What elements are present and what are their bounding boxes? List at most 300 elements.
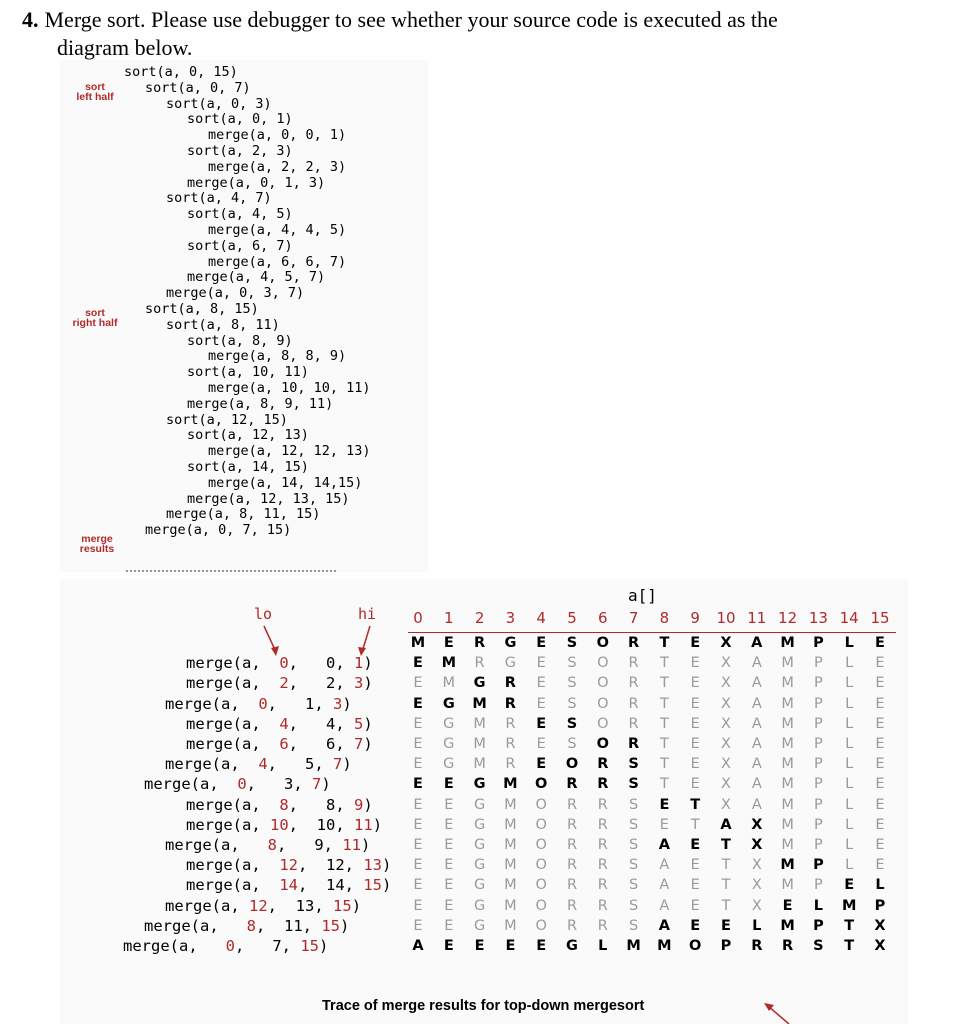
array-cell: T [721,857,731,874]
array-cell: O [596,736,609,752]
array-cell: P [814,675,823,692]
array-cell: A [720,816,732,833]
array-cell: L [845,796,854,813]
array-cell: G [473,877,486,894]
call-line: merge(a, 0, 1, 3) [187,174,326,191]
array-cell: E [413,695,423,712]
array-cell: P [874,897,886,914]
call-line: sort(a, 8, 15) [145,301,259,317]
array-cell: M [504,917,517,934]
initial-cell: O [596,635,609,651]
array-cell: E [413,675,423,692]
array-cell: R [566,837,578,853]
call-line: merge(a, 10, 10, 11) [208,380,371,396]
merge-call: merge(a, 4, 5, 7) [165,755,352,774]
initial-cell: E [443,635,454,651]
initial-cell: E [690,635,701,651]
array-cell: T [721,837,731,853]
array-cell: L [845,655,854,672]
array-cell: L [845,776,854,793]
index-label: 2 [474,609,485,627]
call-line: merge(a, 8, 11, 15) [166,506,321,523]
merge-call: merge(a, 0, 0, 1) [186,654,373,673]
array-cell: M [441,655,457,672]
array-cell: R [597,796,608,813]
array-cell: E [474,938,485,954]
array-cell: L [845,695,854,712]
array-cell: O [535,917,547,934]
array-cell: R [566,877,578,894]
initial-cell: P [813,635,824,651]
array-cell: M [473,736,486,752]
array-cell: A [751,695,762,712]
index-label: 14 [839,609,859,627]
array-cell: A [751,796,762,813]
index-label: 11 [747,609,767,627]
array-cell: R [628,695,639,712]
initial-cell: M [780,635,795,651]
array-cell: O [535,776,548,793]
index-label: 7 [628,609,639,627]
question-text: Merge sort. Please use debugger to see whether your source code is executed as the [44,7,778,32]
array-cell: E [875,796,885,813]
call-line: sort(a, 14, 15) [187,459,309,475]
array-cell: M [504,877,517,894]
array-cell: A [658,837,670,853]
index-label: 3 [505,609,516,627]
array-cell: M [781,877,794,894]
array-cell: E [875,695,885,712]
array-cell: R [566,796,578,813]
array-cell: P [814,776,823,793]
merge-call: merge(a, 8, 11, 15) [144,916,350,935]
array-cell: P [814,736,823,752]
array-cell: L [845,675,854,692]
array-cell: S [628,917,639,934]
array-cell: R [628,736,640,752]
array-cell: L [875,877,885,894]
index-label: 8 [659,609,670,627]
array-cell: M [504,796,517,813]
call-line: sort(a, 10, 11) [187,364,309,381]
array-cell: M [503,776,518,793]
call-line: sort(a, 2, 3) [187,143,293,159]
array-cell: E [413,897,423,914]
call-line: sort(a, 0, 1) [187,111,293,128]
array-cell: E [444,877,454,894]
merge-call: merge(a, 8, 9, 11) [165,836,371,854]
array-cell: O [535,796,547,813]
array-cell: M [504,816,517,833]
array-cell: X [721,655,731,672]
call-line: merge(a, 0, 3, 7) [166,285,305,302]
array-cell: E [444,837,454,853]
array-cell: R [628,675,639,692]
array-cell: A [659,877,670,894]
array-cell: E [443,938,454,954]
array-cell: L [845,715,854,732]
array-cell: P [814,655,823,672]
array-cell: R [566,917,578,934]
array-cell: R [628,715,639,732]
array-cell: T [659,756,669,773]
initial-cell: A [751,635,763,651]
array-cell: M [473,756,486,773]
call-line: merge(a, 2, 2, 3) [208,158,347,175]
array-cell: R [597,816,608,833]
array-cell: X [721,675,731,692]
array-cell: M [504,837,517,853]
array-cell: T [690,816,700,833]
initial-cell: E [875,635,885,651]
array-cell: G [473,816,486,833]
index-label: 9 [690,609,700,627]
array-cell: P [814,695,823,712]
array-cell: R [628,655,639,672]
array-cell: R [566,776,578,793]
array-cell: S [567,675,577,692]
array-cell: R [505,756,516,773]
initial-cell: M [410,635,426,651]
hi-label: hi [358,605,377,623]
call-line: merge(a, 12, 12, 13) [208,443,371,460]
array-cell: A [751,756,762,773]
array-cell: E [875,857,885,874]
index-label: 15 [870,609,890,627]
call-line: merge(a, 4, 5, 7) [187,269,326,286]
call-line: merge(a, 4, 4, 5) [208,222,347,238]
array-cell: O [597,715,609,732]
array-cell: T [659,776,669,793]
array-cell: E [413,776,423,793]
array-cell: G [504,655,517,672]
array-cell: E [659,796,670,813]
array-cell: E [690,837,701,853]
array-cell: E [444,897,454,914]
array-cell: L [845,857,854,874]
array-cell: P [813,857,824,874]
array-cell: G [443,715,455,732]
array-cell: A [751,776,762,793]
array-cell: M [657,938,672,954]
array-cell: X [751,877,762,894]
merge-call: merge(a, 14, 14, 15) [186,876,392,895]
index-label: 5 [567,609,577,627]
array-cell: E [413,877,423,894]
array-cell: E [875,715,885,732]
initial-cell: R [628,635,640,651]
array-cell: T [721,877,731,894]
array-cell: E [536,715,547,732]
array-cell: T [844,917,855,934]
array-cell: G [473,837,486,853]
array-cell: M [781,675,794,692]
array-cell: R [597,837,608,853]
array-cell: A [659,857,670,874]
call-line: merge(a, 8, 9, 11) [187,395,334,412]
call-line: merge(a, 0, 0, 1) [208,127,347,144]
array-cell: A [751,655,762,672]
call-line: sort(a, 12, 15) [166,411,288,428]
array-cell: E [413,816,423,833]
array-cell: R [597,756,609,773]
array-cell: G [442,695,455,712]
index-label: 12 [778,609,798,627]
merge-call: merge(a, 6, 6, 7) [186,735,373,753]
array-cell: T [721,897,731,914]
label-sort-right-half: sort right half [72,307,118,329]
call-line: sort(a, 0, 7) [145,79,251,96]
array-cell: X [721,776,731,793]
index-label: 13 [808,609,828,627]
array-label: a[] [628,586,657,605]
array-cell: E [690,655,700,672]
array-cell: S [813,938,824,954]
array-cell: E [875,816,885,833]
array-cell: E [690,857,700,874]
array-cell: S [628,897,639,914]
array-cell: P [720,938,732,954]
array-cell: E [690,715,700,732]
array-cell: T [690,796,701,813]
array-cell: E [536,655,546,672]
array-cell: P [814,816,823,833]
array-cell: M [781,655,794,672]
call-line: sort(a, 4, 7) [166,190,272,207]
array-cell: E [536,675,546,692]
array-cell: E [875,776,885,793]
array-cell: R [504,695,516,712]
array-cell: G [443,736,455,752]
initial-cell: E [536,635,547,651]
index-label: 0 [413,609,423,627]
array-cell: L [598,938,608,954]
array-cell: G [443,756,455,773]
array-cell: E [413,655,423,672]
array-cell: R [782,938,794,954]
array-cell: R [597,877,608,894]
array-cell: M [781,695,794,712]
array-cell: T [659,715,669,732]
array-cell: S [628,796,639,813]
array-cell: S [566,715,578,732]
array-cell: O [597,655,609,672]
array-cell: S [628,776,639,793]
array-cell: E [536,736,546,752]
array-cell: E [875,837,885,853]
call-line: merge(a, 14, 14,15) [208,474,363,491]
array-cell: R [505,715,516,732]
array-cell: R [751,938,763,954]
array-cell: M [781,776,794,793]
array-cell: G [473,796,486,813]
array-cell: S [628,857,639,874]
array-cell: X [751,837,763,853]
label-sort-left-half: sort left half [76,81,114,103]
array-cell: T [659,655,669,672]
array-cell: A [751,675,762,692]
merge-call: merge(a, 12, 12, 13) [186,856,392,875]
array-cell: M [473,715,486,732]
array-cell: E [690,877,700,894]
array-cell: E [413,756,423,773]
merge-call: merge(a, 0, 3, 7) [144,775,331,794]
array-cell: E [690,736,700,752]
array-cell: X [751,857,762,874]
merge-call: merge(a, 2, 2, 3) [186,674,373,693]
array-cell: E [413,796,423,813]
array-cell: S [628,756,639,773]
array-cell: L [813,897,824,914]
call-line: merge(a, 6, 6, 7) [208,253,347,270]
label-merge-results: merge results [79,533,115,555]
array-cell: L [845,816,854,833]
array-cell: E [690,776,700,793]
array-cell: M [781,756,794,773]
array-cell: E [413,837,423,853]
call-line: sort(a, 0, 15) [124,64,238,80]
array-cell: E [444,917,454,934]
initial-cell: G [504,635,517,651]
array-cell: M [781,796,794,813]
array-cell: E [875,675,885,692]
array-cell: A [412,938,424,954]
array-cell: E [413,917,423,934]
call-line: sort(a, 8, 11) [166,316,280,333]
array-cell: E [659,816,669,833]
array-cell: X [751,816,763,833]
array-cell: O [535,897,547,914]
array-cell: E [690,695,700,712]
call-line: sort(a, 8, 9) [187,332,293,349]
index-label: 6 [598,609,608,627]
array-cell: X [874,938,886,954]
call-line: merge(a, 12, 13, 15) [187,490,350,507]
array-cell: M [841,897,857,914]
array-cell: P [814,715,823,732]
merge-call: merge(a, 0, 1, 3) [165,694,352,713]
array-cell: T [659,695,669,712]
call-line: sort(a, 12, 13) [187,427,309,444]
array-cell: M [504,857,517,874]
array-cell: X [721,695,731,712]
array-cell: O [535,877,547,894]
array-cell: R [504,675,516,692]
array-cell: A [659,897,670,914]
array-cell: E [413,736,423,752]
figure-caption: Trace of merge results for top-down mergesort [322,998,645,1014]
array-cell: A [751,715,762,732]
array-cell: E [690,897,700,914]
merge-call: merge(a, 0, 7, 15) [123,937,329,955]
array-cell: P [813,917,824,934]
array-cell: X [874,917,886,934]
array-cell: M [780,857,795,874]
array-cell: E [536,756,547,773]
array-cell: E [782,897,793,914]
array-cell: R [566,857,578,874]
array-cell: E [875,756,885,773]
array-cell: M [442,675,456,692]
array-cell: R [474,655,485,672]
array-cell: G [473,897,486,914]
lo-label: lo [254,605,273,623]
array-cell: E [505,938,516,954]
call-line: merge(a, 0, 7, 15) [145,522,292,539]
array-cell: E [444,796,454,813]
array-cell: E [413,857,423,874]
array-cell: E [690,917,701,934]
array-cell: M [781,736,794,752]
array-cell: O [565,756,579,773]
array-cell: L [845,837,854,853]
array-cell: E [444,857,454,874]
array-cell: E [443,776,454,793]
array-cell: E [690,675,700,692]
question-number: 4. [22,7,39,32]
array-cell: M [781,816,794,833]
array-cell: M [781,715,794,732]
question-text-continued: diagram below. [57,35,193,60]
array-cell: S [567,736,577,752]
array-cell: S [628,877,639,894]
call-line: merge(a, 8, 8, 9) [208,348,347,365]
array-cell: M [780,917,795,934]
initial-cell: R [474,635,486,651]
array-cell: P [814,796,823,813]
array-cell: T [844,938,855,954]
index-label: 10 [716,609,736,627]
array-cell: S [628,816,639,833]
array-cell: L [752,917,762,934]
initial-cell: L [844,635,854,651]
array-cell: A [658,917,670,934]
array-cell: G [473,917,486,934]
array-cell: R [597,897,608,914]
array-cell: E [875,655,885,672]
merge-call: merge(a, 12, 13, 15) [165,896,362,915]
array-cell: X [721,715,731,732]
initial-cell: X [720,635,732,651]
array-cell: E [690,756,700,773]
array-cell: M [781,837,794,853]
initial-cell: T [659,635,670,651]
array-cell: X [751,897,762,914]
merge-call: merge(a, 10, 10, 11) [186,815,383,834]
array-cell: O [535,816,547,833]
array-cell: O [597,695,609,712]
merge-call: merge(a, 4, 4, 5) [186,714,373,733]
array-cell: L [845,736,854,752]
array-cell: O [535,837,547,853]
array-cell: P [814,756,823,773]
array-cell: M [504,897,517,914]
array-cell: M [626,938,641,954]
array-cell: R [505,736,516,752]
array-cell: E [875,736,885,752]
array-cell: R [597,776,609,793]
merge-call: merge(a, 8, 8, 9) [186,795,373,814]
array-cell: S [567,655,577,672]
array-cell: P [814,837,823,853]
array-cell: P [814,877,823,894]
array-cell: G [473,675,486,692]
array-cell: O [535,857,547,874]
array-cell: E [413,715,423,732]
array-cell: R [566,816,578,833]
array-cell: A [751,736,762,752]
array-cell: G [473,857,486,874]
